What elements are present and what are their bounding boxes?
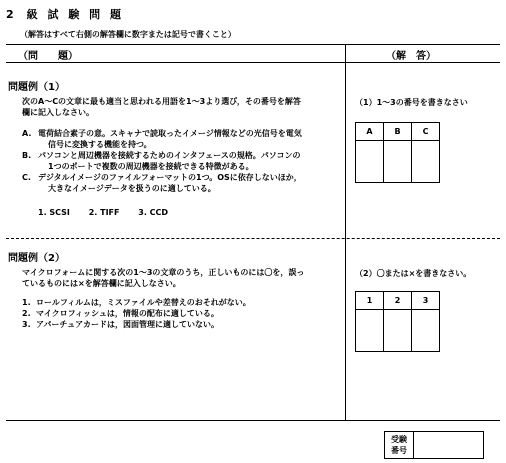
answer-header-cell: 1: [356, 292, 384, 310]
header-rule: [6, 62, 500, 63]
answer-input-cell-b[interactable]: [384, 141, 412, 183]
item-text: ロールフィルムは，ミスファイルや差替えのおそれがない。: [36, 298, 251, 307]
answer-1-note: （1）1～3の番号を書きなさい: [355, 98, 468, 107]
answer-input-cell-2[interactable]: [384, 310, 412, 352]
question-column-header: （問 題）: [18, 51, 78, 62]
question-1-title: 問題例（1）: [8, 82, 65, 93]
item-text: マイクロフィッシュは，情報の配布に適している。: [36, 309, 219, 318]
answer-header-cell: B: [384, 123, 412, 141]
answer-2-grid: [355, 291, 440, 352]
item-line: 1つのポートで複数の周辺機器を接続できる特徴がある。: [48, 162, 254, 171]
exam-id-label-top: 受験: [391, 435, 407, 444]
list-item: [22, 319, 342, 330]
item-mark: 1.: [22, 298, 31, 307]
answer-input-cell-c[interactable]: [412, 141, 440, 183]
question-2-lead: [22, 267, 342, 289]
grade-number: 2: [6, 8, 17, 21]
item-line: 信号に変換する機能を持つ。: [48, 140, 152, 149]
question-2-items: [22, 297, 342, 330]
answer-header-cell: 3: [412, 292, 440, 310]
answer-2-note: （2）〇または×を書きなさい。: [355, 269, 472, 278]
answer-input-cell-3[interactable]: [412, 310, 440, 352]
item-mark: 3.: [22, 320, 31, 329]
lead-line: ているものには×を解答欄に記入しなさい。: [22, 279, 181, 288]
answer-column-header: （解 答）: [386, 51, 436, 62]
item-mark: B.: [22, 151, 32, 160]
exam-title: [6, 6, 124, 22]
item-line: デジタルイメージのファイルフォーマットの1つ。OSに依存しないほか，: [38, 173, 302, 182]
question-2-title: 問題例（2）: [8, 253, 65, 264]
option-item: 3. CCD: [138, 208, 169, 217]
lead-line: 次のA～Cの文章に最も適当と思われる用語を1～3より選び，その番号を解答: [22, 97, 301, 106]
lead-line: 欄に記入しなさい。: [22, 108, 94, 117]
list-item: [22, 128, 342, 150]
item-line: 大きなイメージデータを扱うのに適している。: [48, 184, 216, 193]
instruction-text: （解答はすべて右側の解答欄に数字または記号で書くこと）: [20, 30, 236, 39]
item-mark: C.: [22, 173, 31, 182]
exam-id-label: [385, 432, 414, 458]
lead-line: マイクロフォームに関する次の1～3の文章のうち，正しいものには〇を，誤っ: [22, 268, 305, 277]
answer-header-cell: C: [412, 123, 440, 141]
exam-id-label-bottom: 番号: [391, 446, 407, 455]
title-text: 級 試 験 問 題: [26, 8, 124, 21]
answer-1-grid: [355, 122, 440, 183]
question-1-options: [38, 208, 184, 217]
item-mark: 2.: [22, 309, 31, 318]
list-item: [22, 308, 342, 319]
list-item: [22, 297, 342, 308]
item-text: アパーチュアカードは，図面管理に適していない。: [36, 320, 220, 329]
answer-header-cell: A: [356, 123, 384, 141]
question-1-lead: [22, 96, 342, 118]
list-item: [22, 172, 342, 194]
item-line: パソコンと周辺機器を接続するためのインタフェースの規格。パソコンの: [38, 151, 301, 160]
exam-id-input[interactable]: [414, 432, 483, 458]
exam-id-box: [384, 431, 484, 459]
list-item: [22, 150, 342, 172]
top-rule: [6, 44, 500, 45]
item-mark: A.: [22, 129, 32, 138]
answer-input-cell-1[interactable]: [356, 310, 384, 352]
column-divider: [345, 44, 346, 420]
option-item: 2. TIFF: [88, 208, 120, 217]
answer-input-cell-a[interactable]: [356, 141, 384, 183]
item-line: 電荷結合素子の意。スキャナで読取ったイメージ情報などの光信号を電気: [38, 129, 302, 138]
answer-header-cell: 2: [384, 292, 412, 310]
section-divider: [6, 238, 500, 239]
bottom-rule: [6, 420, 500, 421]
question-1-items: [22, 128, 342, 194]
option-item: 1. SCSI: [38, 208, 70, 217]
